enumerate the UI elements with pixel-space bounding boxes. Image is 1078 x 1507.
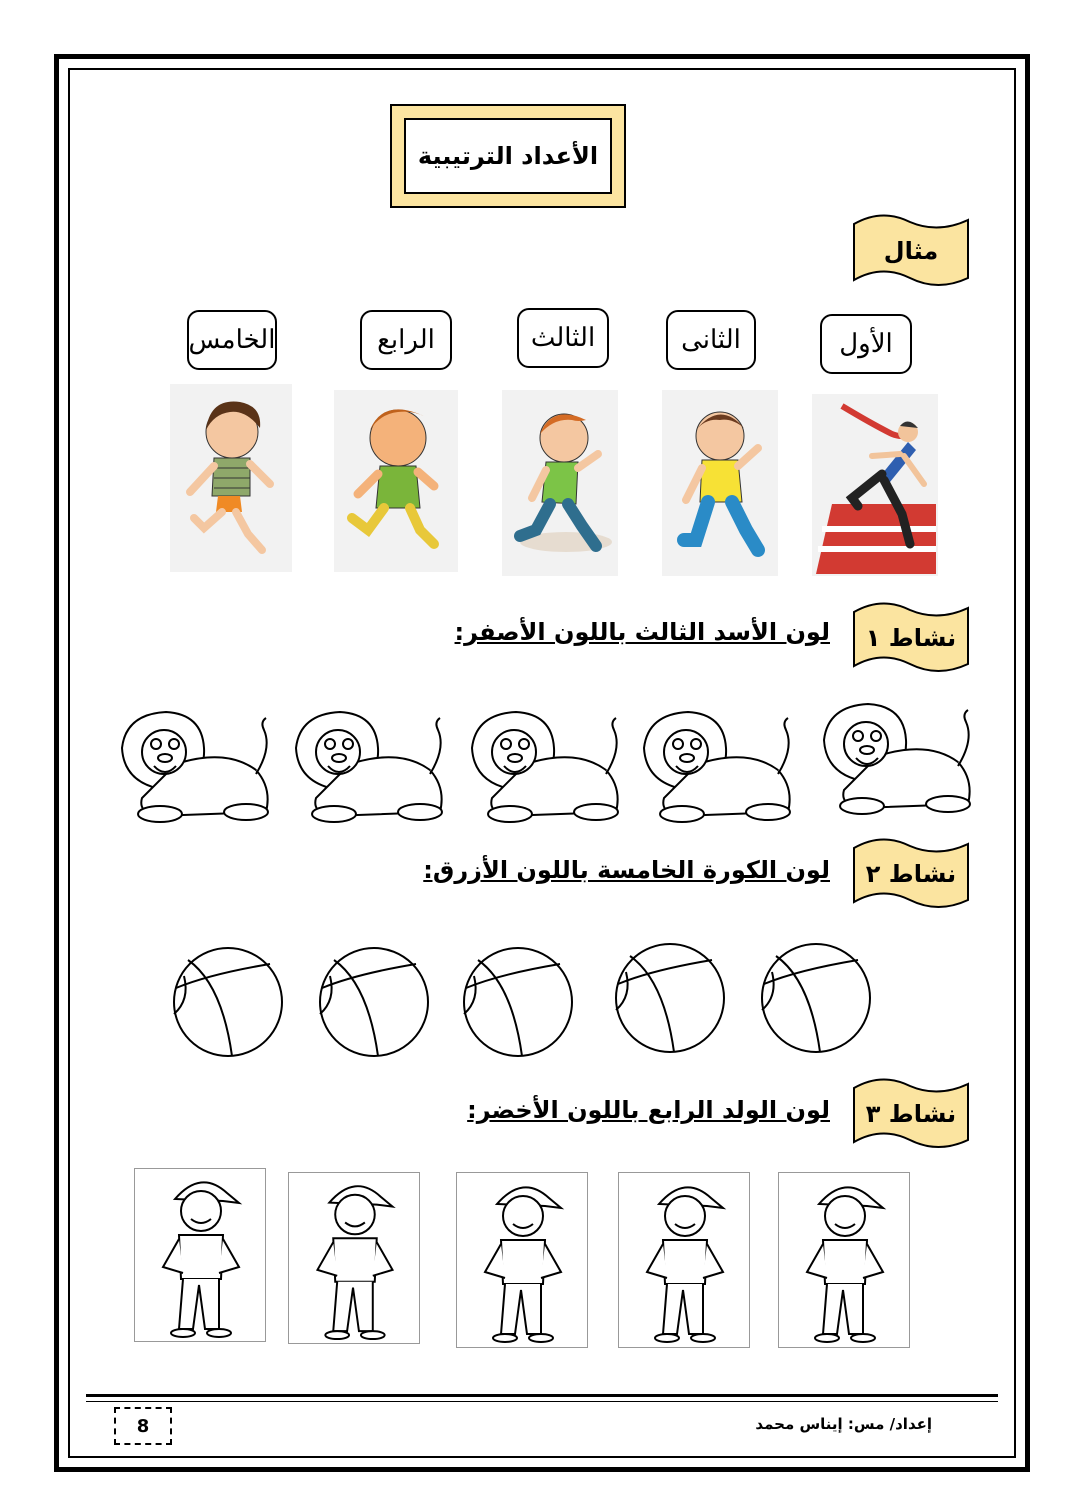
- lion-3-icon: [466, 708, 626, 826]
- lion-5-icon: [116, 708, 276, 826]
- ordinal-fourth: الرابع: [360, 310, 452, 370]
- boy-4-icon: [289, 1173, 419, 1343]
- activity-1-instruction: لون الأسد الثالث باللون الأصفر:: [454, 618, 830, 646]
- runner-first-icon: [812, 394, 938, 576]
- boy-3-icon: [457, 1173, 587, 1347]
- boy-5-frame: [134, 1168, 266, 1342]
- boy-1-icon: [779, 1173, 909, 1347]
- lion-2-icon: [638, 708, 798, 826]
- footer-divider-thin: [86, 1401, 998, 1402]
- ball-3-icon: [460, 944, 576, 1060]
- runner-third-icon: [502, 390, 618, 576]
- boy-2-icon: [619, 1173, 749, 1347]
- page-number: 8: [114, 1407, 172, 1445]
- boy-2-frame: [618, 1172, 750, 1348]
- footer-divider: [86, 1394, 998, 1397]
- boy-4-frame: [288, 1172, 420, 1344]
- activity-2-instruction: لون الكورة الخامسة باللون الأزرق:: [423, 856, 830, 884]
- activity-1-flag: [852, 600, 970, 676]
- author-credit: إعداد/ مس: إيناس محمد: [755, 1415, 932, 1433]
- ordinal-second: الثانى: [666, 310, 756, 370]
- ordinal-fifth: الخامس: [187, 310, 277, 370]
- example-label: مثال: [883, 237, 939, 265]
- title-box: [390, 104, 626, 208]
- ordinal-third: الثالث: [517, 308, 609, 368]
- activity-3-instruction: لون الولد الرابع باللون الأخضر:: [467, 1096, 830, 1124]
- activity-3-flag: [852, 1076, 970, 1152]
- runner-fourth-icon: [334, 390, 458, 572]
- ball-4-icon: [316, 944, 432, 1060]
- boy-5-icon: [135, 1169, 265, 1341]
- activity-2-label: نشاط ٢: [865, 860, 957, 888]
- lion-1-icon: [818, 700, 978, 818]
- ordinal-first: الأول: [820, 314, 912, 374]
- example-flag: [852, 212, 970, 290]
- activity-1-label: نشاط ١: [865, 624, 957, 652]
- activity-3-label: نشاط ٣: [865, 1100, 957, 1128]
- ball-5-icon: [170, 944, 286, 1060]
- lion-4-icon: [290, 708, 450, 826]
- runner-fifth-icon: [170, 384, 292, 572]
- boy-1-frame: [778, 1172, 910, 1348]
- ball-1-icon: [758, 940, 874, 1056]
- page-title: الأعداد الترتيبية: [404, 118, 612, 194]
- runner-second-icon: [662, 390, 778, 576]
- ball-2-icon: [612, 940, 728, 1056]
- boy-3-frame: [456, 1172, 588, 1348]
- activity-2-flag: [852, 836, 970, 912]
